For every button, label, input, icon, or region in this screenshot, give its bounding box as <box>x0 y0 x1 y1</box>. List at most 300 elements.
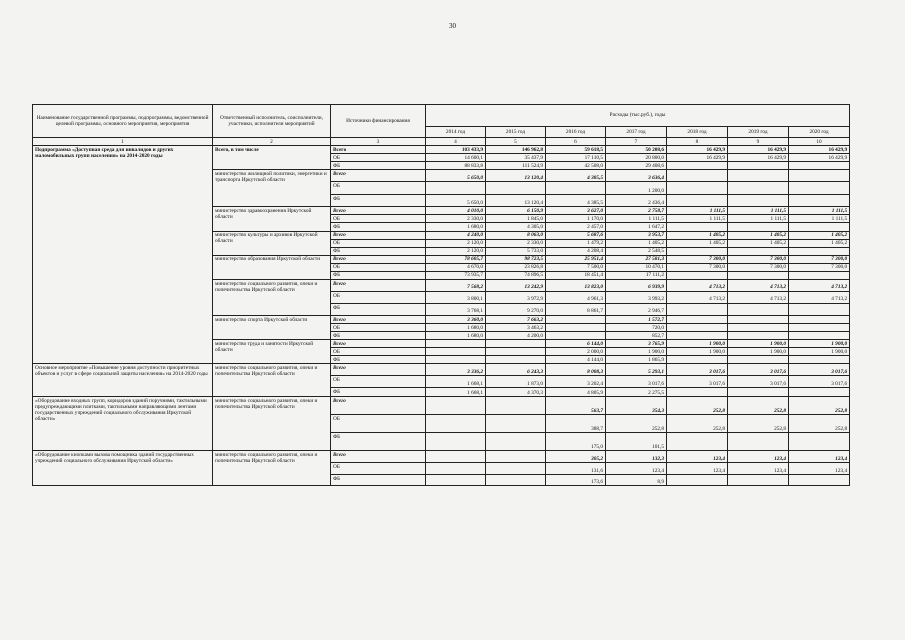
budget-table <box>32 104 850 486</box>
amount-cell <box>667 332 728 340</box>
amount-cell <box>667 162 728 170</box>
amount-cell <box>789 356 850 364</box>
funding-source-cell: ФБ <box>331 223 426 231</box>
amount-cell: 2 548,5 <box>606 247 667 255</box>
amount-cell: 13 120,4 <box>486 195 546 207</box>
amount-cell: 2 120,0 <box>426 239 486 247</box>
amount-cell: 17 110,5 <box>546 154 606 162</box>
funding-source-cell: Всего <box>331 397 426 415</box>
amount-cell: 1 900,0 <box>606 348 667 356</box>
funding-source-cell: ОБ <box>331 215 426 223</box>
amount-cell: 7 300,0 <box>728 255 789 263</box>
amount-cell <box>667 304 728 316</box>
executor-cell: министерство культуры и архивов Иркутской области <box>213 231 331 255</box>
amount-cell <box>426 182 486 195</box>
amount-cell: 1 111,5 <box>728 215 789 223</box>
amount-cell: 7 300,0 <box>728 263 789 271</box>
amount-cell: 3 765,9 <box>606 340 667 348</box>
amount-cell <box>667 475 728 486</box>
amount-cell <box>728 388 789 397</box>
amount-cell: 4 713,2 <box>728 292 789 304</box>
executor-cell: министерство социального развития, опеки и попечительства Иркутской области <box>213 364 331 397</box>
header-year: 2019 год <box>728 127 789 138</box>
amount-cell: 4 713,2 <box>667 280 728 292</box>
amount-cell <box>667 356 728 364</box>
amount-cell: 1 405,2 <box>667 239 728 247</box>
amount-cell <box>789 195 850 207</box>
amount-cell: 1 111,5 <box>606 215 667 223</box>
amount-cell: 50 208,6 <box>606 146 667 154</box>
header-expenses: Расходы (тыс.руб.), годы <box>426 105 850 127</box>
funding-source-cell: ОБ <box>331 182 426 195</box>
amount-cell <box>789 324 850 332</box>
amount-cell: 20 800,0 <box>606 154 667 162</box>
amount-cell: 16 429,9 <box>789 146 850 154</box>
amount-cell: 1 111,5 <box>667 215 728 223</box>
executor-cell: министерство жилищной политики, энергетики и транспорта Иркутской области <box>213 170 331 207</box>
amount-cell: 3 017,6 <box>728 364 789 376</box>
amount-cell: 1 405,2 <box>789 239 850 247</box>
amount-cell: 101,5 <box>606 433 667 451</box>
amount-cell: 4 240,0 <box>426 231 486 239</box>
amount-cell <box>486 475 546 486</box>
amount-cell: 98 723,5 <box>486 255 546 263</box>
amount-cell: 1 111,5 <box>728 207 789 215</box>
amount-cell: 123,4 <box>667 451 728 463</box>
amount-cell: 3 202,4 <box>546 376 606 388</box>
amount-cell <box>728 170 789 182</box>
page-number: 30 <box>449 22 456 30</box>
header-column-number: 8 <box>667 138 728 146</box>
amount-cell <box>426 415 486 433</box>
amount-cell: 1 865,9 <box>606 356 667 364</box>
funding-source-cell: Всего <box>331 146 426 154</box>
table-row <box>33 451 850 463</box>
amount-cell <box>426 348 486 356</box>
amount-cell: 1 680,0 <box>426 223 486 231</box>
header-column-numbers-row <box>33 138 850 146</box>
amount-cell: 88 833,8 <box>426 162 486 170</box>
amount-cell <box>667 271 728 279</box>
amount-cell <box>426 340 486 348</box>
amount-cell: 7 663,2 <box>486 316 546 324</box>
amount-cell: 16 429,9 <box>667 154 728 162</box>
amount-cell: 2 758,7 <box>606 207 667 215</box>
header-year: 2017 год <box>606 127 667 138</box>
header-column-number: 2 <box>213 138 331 146</box>
header-column-number: 1 <box>33 138 213 146</box>
amount-cell: 111 524,9 <box>486 162 546 170</box>
amount-cell: 6 144,0 <box>546 340 606 348</box>
amount-cell: 852,7 <box>606 332 667 340</box>
amount-cell: 59 618,5 <box>546 146 606 154</box>
funding-source-cell: ОБ <box>331 463 426 475</box>
amount-cell: 305,2 <box>546 451 606 463</box>
amount-cell: 13 120,4 <box>486 170 546 182</box>
funding-source-cell: ОБ <box>331 324 426 332</box>
amount-cell: 252,8 <box>728 397 789 415</box>
amount-cell <box>728 433 789 451</box>
amount-cell: 73 935,7 <box>426 271 486 279</box>
amount-cell: 3 768,1 <box>426 304 486 316</box>
amount-cell: 3 972,9 <box>486 292 546 304</box>
amount-cell <box>728 162 789 170</box>
header-program-name: Наименование государственной программы, подпрограммы, ведомственной целевой программы, основного мероприятия, мероприятия <box>33 105 213 138</box>
amount-cell: 3 017,6 <box>728 376 789 388</box>
amount-cell <box>546 324 606 332</box>
amount-cell: 1 200,0 <box>606 182 667 195</box>
amount-cell: 123,4 <box>728 463 789 475</box>
amount-cell: 1 668,1 <box>426 376 486 388</box>
amount-cell: 3 800,1 <box>426 292 486 304</box>
amount-cell <box>728 223 789 231</box>
amount-cell: 4 961,3 <box>546 292 606 304</box>
funding-source-cell: ОБ <box>331 348 426 356</box>
executor-cell: министерство социального развития, опеки и попечительства Иркутской области <box>213 397 331 451</box>
amount-cell: 16 429,9 <box>728 154 789 162</box>
amount-cell: 2 436,4 <box>606 195 667 207</box>
table-row <box>33 146 850 154</box>
amount-cell: 4 713,2 <box>789 280 850 292</box>
amount-cell: 123,4 <box>728 451 789 463</box>
amount-cell <box>426 463 486 475</box>
executor-cell: министерство здравоохранения Иркутской области <box>213 207 331 231</box>
amount-cell <box>728 332 789 340</box>
funding-source-cell: ФБ <box>331 475 426 486</box>
table-row <box>33 364 850 376</box>
header-column-number: 10 <box>789 138 850 146</box>
amount-cell: 3 627,0 <box>546 207 606 215</box>
funding-source-cell: ФБ <box>331 162 426 170</box>
amount-cell <box>486 356 546 364</box>
amount-cell: 173,6 <box>546 475 606 486</box>
funding-source-cell: ФБ <box>331 304 426 316</box>
amount-cell: 103 433,9 <box>426 146 486 154</box>
amount-cell: 1 668,1 <box>426 388 486 397</box>
amount-cell: 3 017,6 <box>789 364 850 376</box>
amount-cell <box>789 388 850 397</box>
funding-source-cell: ФБ <box>331 195 426 207</box>
amount-cell: 1 900,0 <box>667 340 728 348</box>
amount-cell: 23 826,8 <box>486 263 546 271</box>
amount-cell: 5 733,0 <box>486 247 546 255</box>
amount-cell: 4 713,2 <box>728 280 789 292</box>
header-year: 2014 год <box>426 127 486 138</box>
amount-cell: 252,8 <box>728 415 789 433</box>
funding-source-cell: ФБ <box>331 271 426 279</box>
amount-cell: 1 900,0 <box>728 348 789 356</box>
amount-cell: 252,8 <box>667 415 728 433</box>
amount-cell: 78 605,7 <box>426 255 486 263</box>
amount-cell: 8 063,0 <box>486 231 546 239</box>
funding-source-cell: Всего <box>331 231 426 239</box>
executor-cell: министерство спорта Иркутской области <box>213 316 331 340</box>
amount-cell: 1 680,0 <box>426 332 486 340</box>
amount-cell <box>486 433 546 451</box>
amount-cell: 6 939,9 <box>606 280 667 292</box>
amount-cell <box>728 247 789 255</box>
amount-cell <box>728 271 789 279</box>
amount-cell: 13 242,9 <box>486 280 546 292</box>
table-row <box>33 397 850 415</box>
header-funding-source: Источники финансирования <box>331 105 426 138</box>
header-column-number: 3 <box>331 138 426 146</box>
amount-cell: 74 896,5 <box>486 271 546 279</box>
amount-cell: 1 111,5 <box>667 207 728 215</box>
amount-cell: 4 385,5 <box>546 195 606 207</box>
header-year: 2016 год <box>546 127 606 138</box>
amount-cell: 8 861,7 <box>546 304 606 316</box>
amount-cell <box>789 247 850 255</box>
amount-cell <box>789 316 850 324</box>
amount-cell <box>728 475 789 486</box>
amount-cell: 2 330,0 <box>486 239 546 247</box>
amount-cell <box>667 170 728 182</box>
funding-source-cell: Всего <box>331 451 426 463</box>
amount-cell: 131,6 <box>546 463 606 475</box>
amount-cell: 1 405,2 <box>728 231 789 239</box>
amount-cell: 4 208,4 <box>546 247 606 255</box>
program-name-cell: «Оборудование входных групп, коридоров зданий поручнями, тактильными предупреждающими плитками, тактильными направляющими лентами государственных учреждений социального обслуживания Иркутской области» <box>33 397 213 451</box>
amount-cell <box>789 475 850 486</box>
funding-source-cell: ФБ <box>331 388 426 397</box>
amount-cell: 252,8 <box>789 397 850 415</box>
amount-cell: 7 300,0 <box>789 255 850 263</box>
amount-cell: 4 144,0 <box>546 356 606 364</box>
amount-cell: 175,0 <box>546 433 606 451</box>
header-year: 2020 год <box>789 127 850 138</box>
amount-cell <box>728 356 789 364</box>
amount-cell <box>426 433 486 451</box>
amount-cell: 4 805,9 <box>546 388 606 397</box>
amount-cell: 4 713,2 <box>789 292 850 304</box>
amount-cell: 27 581,3 <box>606 255 667 263</box>
amount-cell: 2 330,0 <box>426 215 486 223</box>
amount-cell: 1 647,2 <box>606 223 667 231</box>
amount-cell <box>486 182 546 195</box>
amount-cell: 3 953,7 <box>606 231 667 239</box>
amount-cell: 1 900,0 <box>789 348 850 356</box>
funding-source-cell: ФБ <box>331 247 426 255</box>
amount-cell: 3 636,4 <box>606 170 667 182</box>
amount-cell: 3 017,6 <box>667 376 728 388</box>
amount-cell: 1 405,2 <box>667 231 728 239</box>
table-header <box>33 105 850 146</box>
amount-cell <box>789 182 850 195</box>
amount-cell: 1 680,0 <box>426 324 486 332</box>
amount-cell: 2 000,0 <box>546 348 606 356</box>
funding-source-cell: Всего <box>331 170 426 182</box>
amount-cell: 5 687,6 <box>546 231 606 239</box>
funding-source-cell: ОБ <box>331 154 426 162</box>
amount-cell: 35 437,9 <box>486 154 546 162</box>
amount-cell <box>667 195 728 207</box>
program-name-cell: Основное мероприятие «Повышение уровня доступности приоритетных объектов и услуг в сфере социальной защиты населения» на 2014-2020 годы <box>33 364 213 397</box>
header-executor: Ответственный исполнитель, соисполнители, участники, исполнители мероприятий <box>213 105 331 138</box>
amount-cell: 42 508,0 <box>546 162 606 170</box>
amount-cell: 17 111,2 <box>606 271 667 279</box>
amount-cell: 4 370,3 <box>486 388 546 397</box>
amount-cell: 3 360,0 <box>426 316 486 324</box>
amount-cell: 1 845,0 <box>486 215 546 223</box>
amount-cell <box>426 475 486 486</box>
amount-cell: 9 270,0 <box>486 304 546 316</box>
amount-cell <box>426 397 486 415</box>
executor-cell: Всего, в том числе <box>213 146 331 170</box>
amount-cell: 388,7 <box>546 415 606 433</box>
amount-cell: 1 900,0 <box>728 340 789 348</box>
funding-source-cell: Всего <box>331 340 426 348</box>
amount-cell <box>426 356 486 364</box>
amount-cell: 1 111,5 <box>789 215 850 223</box>
amount-cell: 7 500,0 <box>546 263 606 271</box>
amount-cell <box>486 451 546 463</box>
executor-cell: министерство социального развития, опеки и попечительства Иркутской области <box>213 280 331 316</box>
amount-cell <box>667 247 728 255</box>
amount-cell: 123,4 <box>606 463 667 475</box>
amount-cell: 7 300,0 <box>667 255 728 263</box>
amount-cell: 354,3 <box>606 397 667 415</box>
header-column-number: 6 <box>546 138 606 146</box>
amount-cell: 3 017,6 <box>667 364 728 376</box>
amount-cell: 563,7 <box>546 397 606 415</box>
amount-cell: 1 479,2 <box>546 239 606 247</box>
amount-cell <box>486 415 546 433</box>
amount-cell <box>426 451 486 463</box>
amount-cell: 8 008,3 <box>546 364 606 376</box>
amount-cell <box>667 324 728 332</box>
amount-cell: 2 120,0 <box>426 247 486 255</box>
amount-cell <box>486 463 546 475</box>
amount-cell <box>667 433 728 451</box>
amount-cell: 1 405,2 <box>606 239 667 247</box>
amount-cell: 1 900,0 <box>789 340 850 348</box>
amount-cell: 1 405,2 <box>789 231 850 239</box>
amount-cell: 7 300,0 <box>789 263 850 271</box>
budget-table-container <box>32 104 849 486</box>
amount-cell <box>546 332 606 340</box>
amount-cell: 8,9 <box>606 475 667 486</box>
funding-source-cell: Всего <box>331 316 426 324</box>
funding-source-cell: Всего <box>331 280 426 292</box>
funding-source-cell: Всего <box>331 207 426 215</box>
amount-cell: 720,0 <box>606 324 667 332</box>
amount-cell: 1 170,0 <box>546 215 606 223</box>
executor-cell: министерство труда и занятости Иркутской области <box>213 340 331 364</box>
amount-cell <box>728 182 789 195</box>
amount-cell: 146 962,8 <box>486 146 546 154</box>
amount-cell: 2 457,0 <box>546 223 606 231</box>
amount-cell <box>667 182 728 195</box>
amount-cell: 132,3 <box>606 451 667 463</box>
amount-cell: 4 305,0 <box>486 223 546 231</box>
amount-cell: 2 275,5 <box>606 388 667 397</box>
funding-source-cell: ОБ <box>331 376 426 388</box>
amount-cell <box>789 223 850 231</box>
amount-cell: 4 713,2 <box>667 292 728 304</box>
amount-cell: 5 650,0 <box>426 170 486 182</box>
amount-cell <box>667 223 728 231</box>
funding-source-cell: ФБ <box>331 433 426 451</box>
amount-cell <box>789 304 850 316</box>
amount-cell <box>667 388 728 397</box>
amount-cell: 123,4 <box>667 463 728 475</box>
header-year: 2018 год <box>667 127 728 138</box>
amount-cell: 25 951,4 <box>546 255 606 263</box>
amount-cell <box>486 348 546 356</box>
funding-source-cell: ФБ <box>331 332 426 340</box>
amount-cell <box>728 195 789 207</box>
amount-cell: 10 470,1 <box>606 263 667 271</box>
amount-cell: 123,4 <box>789 463 850 475</box>
funding-source-cell: ОБ <box>331 239 426 247</box>
amount-cell: 7 300,0 <box>667 263 728 271</box>
amount-cell: 3 017,6 <box>606 376 667 388</box>
amount-cell <box>789 162 850 170</box>
amount-cell: 18 451,4 <box>546 271 606 279</box>
funding-source-cell: Всего <box>331 364 426 376</box>
amount-cell <box>546 316 606 324</box>
amount-cell: 13 823,0 <box>546 280 606 292</box>
amount-cell: 16 429,9 <box>789 154 850 162</box>
header-column-number: 4 <box>426 138 486 146</box>
amount-cell: 5 293,1 <box>606 364 667 376</box>
amount-cell: 4 670,0 <box>426 263 486 271</box>
amount-cell: 6 150,9 <box>486 207 546 215</box>
amount-cell: 1 900,0 <box>667 348 728 356</box>
table-body <box>33 146 850 486</box>
amount-cell <box>789 170 850 182</box>
amount-cell <box>546 182 606 195</box>
amount-cell <box>667 316 728 324</box>
amount-cell: 5 650,0 <box>426 195 486 207</box>
executor-cell: министерство образования Иркутской области <box>213 255 331 279</box>
amount-cell: 4 010,0 <box>426 207 486 215</box>
amount-cell: 6 243,3 <box>486 364 546 376</box>
funding-source-cell: ОБ <box>331 263 426 271</box>
funding-source-cell: ОБ <box>331 292 426 304</box>
amount-cell: 252,8 <box>789 415 850 433</box>
amount-cell: 2 946,7 <box>606 304 667 316</box>
amount-cell: 4 200,0 <box>486 332 546 340</box>
amount-cell <box>486 397 546 415</box>
amount-cell: 3 993,2 <box>606 292 667 304</box>
program-name-cell: Подпрограмма «Доступная среда для инвалидов и других маломобильных групп населения» на 2014-2020 годы <box>33 146 213 364</box>
amount-cell <box>789 433 850 451</box>
amount-cell: 3 017,6 <box>789 376 850 388</box>
amount-cell: 29 408,6 <box>606 162 667 170</box>
amount-cell <box>728 316 789 324</box>
amount-cell: 16 429,9 <box>667 146 728 154</box>
header-year: 2015 год <box>486 127 546 138</box>
funding-source-cell: Всего <box>331 255 426 263</box>
amount-cell <box>789 332 850 340</box>
amount-cell <box>789 271 850 279</box>
funding-source-cell: ФБ <box>331 356 426 364</box>
amount-cell: 16 429,9 <box>728 146 789 154</box>
amount-cell: 1 873,0 <box>486 376 546 388</box>
amount-cell: 4 385,5 <box>546 170 606 182</box>
amount-cell: 252,8 <box>606 415 667 433</box>
amount-cell: 14 600,1 <box>426 154 486 162</box>
header-column-number: 9 <box>728 138 789 146</box>
amount-cell: 1 111,5 <box>789 207 850 215</box>
amount-cell: 3 336,2 <box>426 364 486 376</box>
amount-cell: 7 568,2 <box>426 280 486 292</box>
amount-cell <box>486 340 546 348</box>
header-column-number: 5 <box>486 138 546 146</box>
header-column-number: 7 <box>606 138 667 146</box>
